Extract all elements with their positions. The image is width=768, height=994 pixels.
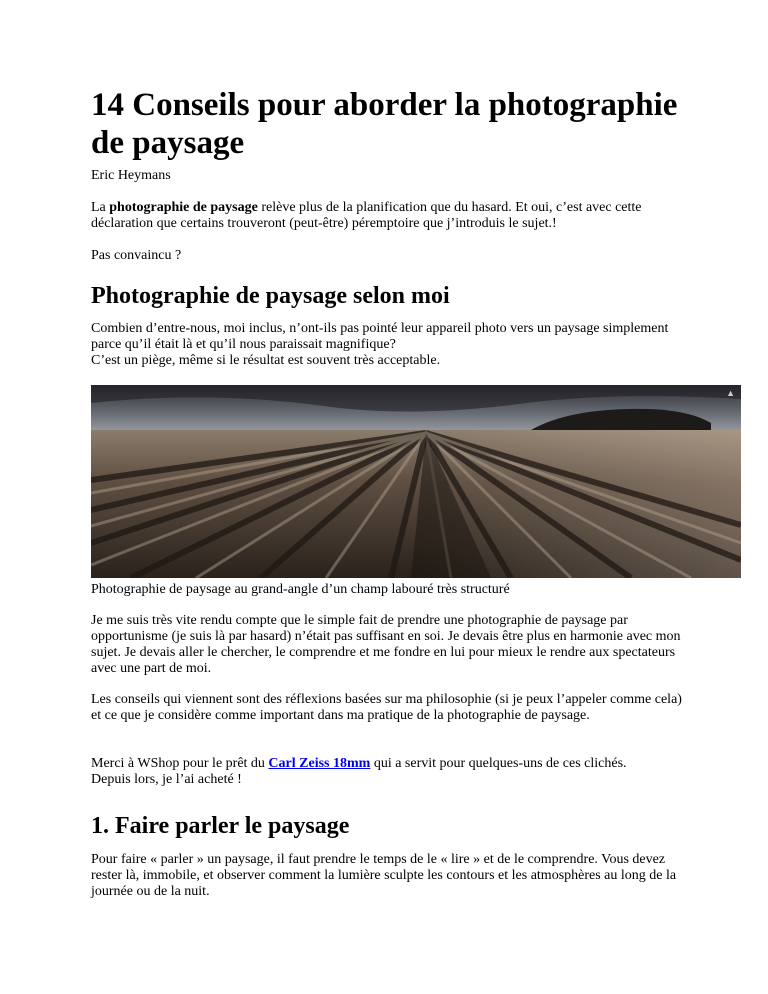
para4-prefix: Merci à WShop pour le prêt du: [91, 756, 269, 771]
question-paragraph: Pas convaincu ?: [91, 248, 182, 263]
article-author: Eric Heymans: [91, 168, 171, 183]
carl-zeiss-link[interactable]: Carl Zeiss 18mm: [268, 756, 371, 771]
intro-suffix: relève plus de la planification que du hasard. Et oui, c’est avec cette déclaration que certains trouveront (peut-être) péremptoire que j’introduis le sujet.!: [91, 200, 642, 231]
plowed-field-photo: [91, 385, 741, 578]
intro-bold-keyword: photographie de paysage: [109, 200, 258, 215]
photo-watermark-icon: ▲: [726, 388, 735, 398]
plowed-field-illustration: [91, 385, 741, 578]
section2-paragraph-1: Pour faire « parler » un paysage, il faut prendre le temps de le « lire » et de le comprendre. Vous devez rester là, immobile, et observer comment la lumière sculpte les contours et les atmosphères au long de la journée ou de la nuit.: [91, 852, 677, 899]
section1-para1-line1: Combien d’entre-nous, moi inclus, n’ont-ils pas pointé leur appareil photo vers un paysage simplement parce qu’il était là et qu’il nous paraissait magnifique?: [91, 321, 669, 352]
section1-paragraph-2: Je me suis très vite rendu compte que le simple fait de prendre une photographie de paysage par opportunisme (je suis là par hasard) n’était pas suffisant en soi. Je devais être plus en harmonie avec mon sujet. Je devais aller le chercher, le comprendre et me fondre en lui pour mieux le rendre aux spectateurs avec une part de moi.: [91, 613, 681, 676]
article-title: 14 Conseils pour aborder la photographie de paysage: [91, 87, 678, 161]
section1-paragraph-4: [91, 756, 651, 788]
intro-paragraph: [91, 200, 691, 232]
para4-suffix: qui a servit pour quelques-uns de ces clichés. Depuis lors, je l’ai acheté !: [91, 756, 627, 787]
section-heading-faire-parler: 1. Faire parler le paysage: [91, 813, 350, 839]
intro-prefix: La: [91, 200, 110, 215]
image-caption: Photographie de paysage au grand-angle d’un champ labouré très structuré: [91, 582, 510, 597]
section1-paragraph-3: Les conseils qui viennent sont des réflexions basées sur ma philosophie (si je peux l’appeler comme cela) et ce que je considère comme important dans ma pratique de la photographie de paysage.: [91, 692, 682, 723]
section1-paragraph-1: [91, 321, 681, 369]
section-heading-paysage-selon-moi: Photographie de paysage selon moi: [91, 283, 450, 309]
section1-para1-line2: C’est un piège, même si le résultat est souvent très acceptable.: [91, 353, 441, 368]
